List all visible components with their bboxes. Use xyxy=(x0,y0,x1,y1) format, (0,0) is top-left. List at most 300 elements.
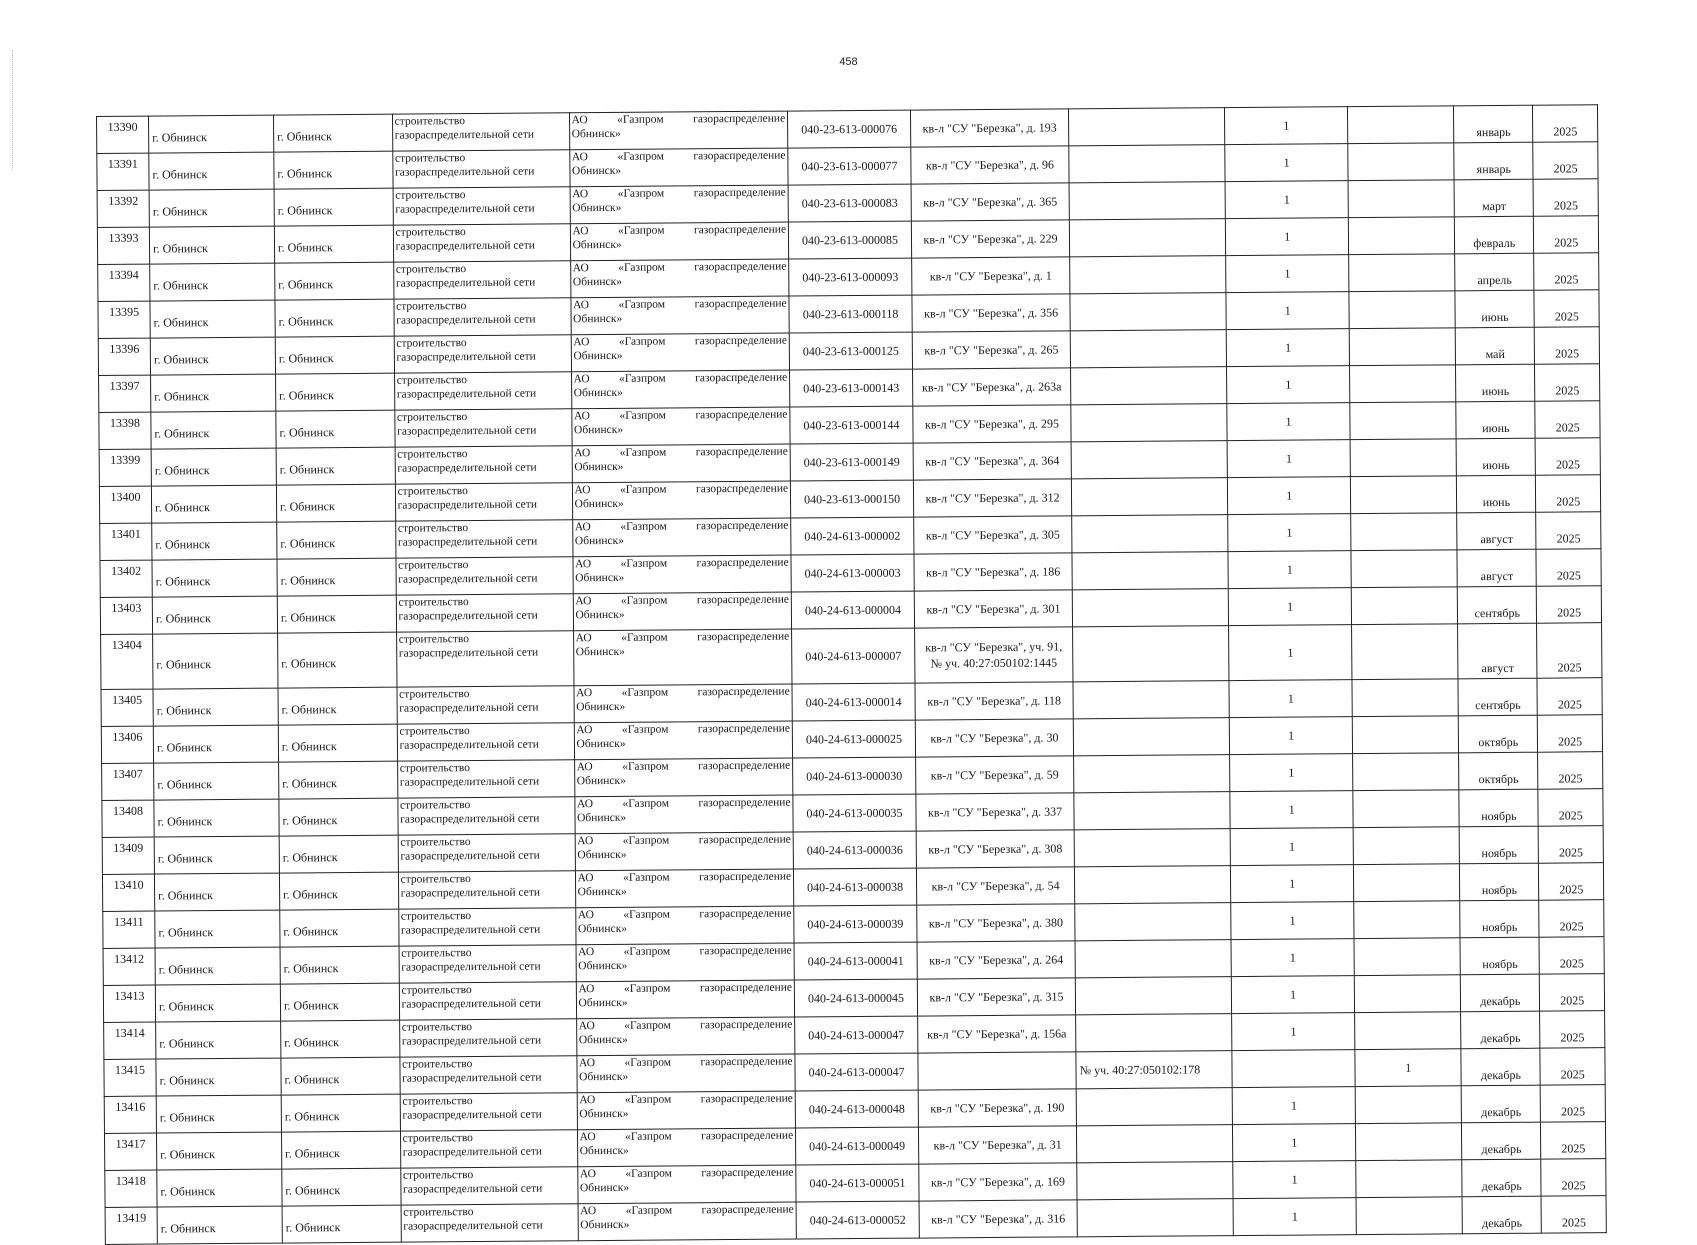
cell-settlement: г. Обнинск xyxy=(152,596,277,634)
work-line-2: газораспределительной сети xyxy=(402,1071,542,1085)
work-line-1: строительство xyxy=(396,300,467,313)
org-word-gazprom: «Газпром xyxy=(624,1093,672,1106)
work-line-1: строительство xyxy=(400,836,471,849)
org-word-gazprom: «Газпром xyxy=(624,1056,672,1069)
cell-work-type xyxy=(394,335,571,373)
cell-work-type xyxy=(397,686,574,724)
org-word-ao: АО xyxy=(576,687,593,700)
cell-organization xyxy=(576,1017,795,1056)
cell-count-2 xyxy=(1348,217,1454,255)
work-line-2: газораспределительной сети xyxy=(399,701,539,715)
org-word-gazprom: «Газпром xyxy=(619,483,667,496)
org-word-gazoraspredelenie: газораспределение xyxy=(696,556,789,570)
cell-count: 1 xyxy=(1230,828,1353,866)
org-line-2: Обнинск» xyxy=(579,1070,629,1084)
cell-year: 2025 xyxy=(1533,105,1598,143)
cell-year: 2025 xyxy=(1539,863,1604,901)
org-word-gazoraspredelenie: газораспределение xyxy=(696,593,789,607)
org-line-1 xyxy=(580,1166,794,1182)
org-word-gazoraspredelenie: газораспределение xyxy=(693,186,786,200)
cell-object-code: 040-24-613-000007 xyxy=(792,628,915,684)
cell-count xyxy=(1232,1050,1355,1088)
cell-cadastral xyxy=(1071,441,1227,479)
cell-count-2 xyxy=(1351,513,1457,551)
cell-object-code: 040-24-613-000035 xyxy=(793,794,916,832)
cell-address xyxy=(914,627,1073,683)
work-line-2: газораспределительной сети xyxy=(402,1182,543,1196)
cell-count: 1 xyxy=(1226,292,1349,330)
cell-number: 13396 xyxy=(98,338,150,375)
cell-city: г. Обнинск xyxy=(280,983,399,1021)
org-word-gazoraspredelenie: газораспределение xyxy=(699,907,792,921)
cell-work-type xyxy=(397,723,574,761)
cell-organization xyxy=(571,370,790,409)
org-word-gazoraspredelenie: газораспределение xyxy=(695,371,788,385)
work-line-1: строительство xyxy=(398,559,469,572)
cell-organization xyxy=(577,1165,796,1204)
work-line-1: строительство xyxy=(398,633,470,646)
cell-city: г. Обнинск xyxy=(273,114,392,152)
cell-number: 13414 xyxy=(104,1022,156,1059)
org-line-1 xyxy=(573,297,787,313)
org-word-gazprom: «Газпром xyxy=(617,187,665,200)
org-word-ao: АО xyxy=(579,1168,596,1181)
cell-count-2 xyxy=(1352,624,1459,680)
cell-year: 2025 xyxy=(1539,900,1604,938)
work-line-2: газораспределительной сети xyxy=(396,313,536,327)
org-line-2: Обнинск» xyxy=(576,737,626,751)
cell-count: 1 xyxy=(1228,514,1351,552)
cell-month: февраль xyxy=(1455,216,1534,254)
cell-number: 13397 xyxy=(99,375,151,412)
org-word-gazprom: «Газпром xyxy=(623,871,670,884)
cell-year: 2025 xyxy=(1538,789,1603,827)
scan-edge-mark xyxy=(12,50,14,170)
cell-work-type xyxy=(394,298,571,336)
cell-number: 13419 xyxy=(105,1207,157,1244)
cell-city: г. Обнинск xyxy=(278,687,397,725)
org-word-ao: АО xyxy=(576,798,594,811)
cell-object-code: 040-23-613-000150 xyxy=(791,480,914,518)
cell-number: 13418 xyxy=(105,1170,157,1207)
cell-cadastral xyxy=(1073,626,1230,682)
org-word-ao: АО xyxy=(579,1094,596,1107)
cell-settlement: г. Обнинск xyxy=(150,263,275,301)
org-word-gazoraspredelenie: газораспределение xyxy=(701,1203,794,1217)
work-line-2: газораспределительной сети xyxy=(395,239,535,253)
cell-year: 2025 xyxy=(1535,364,1600,402)
cell-year: 2025 xyxy=(1533,142,1598,180)
cell-work-type xyxy=(397,760,574,798)
org-line-2: Обнинск» xyxy=(576,700,626,714)
work-line-1: строительство xyxy=(399,762,471,775)
cell-count: 1 xyxy=(1229,680,1352,718)
cell-cadastral xyxy=(1073,681,1229,719)
cell-address: кв-л "СУ "Березка", д. 380 xyxy=(917,904,1076,942)
cell-object-code: 040-23-613-000077 xyxy=(788,147,911,185)
cell-cadastral xyxy=(1075,903,1231,941)
page-number: 458 xyxy=(839,56,858,68)
org-line-2: Обнинск» xyxy=(579,1144,629,1158)
org-word-gazoraspredelenie: газораспределение xyxy=(699,981,793,995)
cell-count-2 xyxy=(1356,1160,1462,1198)
cell-year: 2025 xyxy=(1534,216,1599,254)
cell-organization xyxy=(570,222,789,261)
cell-address: кв-л "СУ "Березка", д. 54 xyxy=(916,867,1075,905)
cell-city: г. Обнинск xyxy=(276,410,395,448)
org-line-2: Обнинск» xyxy=(574,497,624,511)
cell-settlement: г. Обнинск xyxy=(149,189,274,227)
org-line-2: Обнинск» xyxy=(574,534,625,548)
cell-work-type xyxy=(399,1056,576,1094)
cell-work-type xyxy=(392,113,569,151)
cell-settlement: г. Обнинск xyxy=(157,1169,282,1207)
cell-number: 13407 xyxy=(102,763,154,800)
cell-settlement: г. Обнинск xyxy=(156,1021,281,1059)
org-word-gazoraspredelenie: газораспределение xyxy=(701,1129,794,1143)
cell-city: г. Обнинск xyxy=(275,373,394,411)
cell-month: октябрь xyxy=(1459,715,1538,753)
cell-year: 2025 xyxy=(1541,1159,1606,1197)
work-line-2: газораспределительной сети xyxy=(397,535,538,549)
cell-month: ноябрь xyxy=(1460,900,1539,938)
cell-city: г. Обнинск xyxy=(277,595,396,633)
org-word-ao: АО xyxy=(573,336,590,349)
work-line-1: строительство xyxy=(401,1021,473,1034)
org-word-gazprom: «Газпром xyxy=(617,224,665,237)
org-word-gazoraspredelenie: газораспределение xyxy=(696,519,789,533)
cell-work-type xyxy=(400,1093,577,1131)
org-word-gazoraspredelenie: газораспределение xyxy=(698,833,791,847)
cell-city: г. Обнинск xyxy=(278,724,397,762)
org-word-gazoraspredelenie: газораспределение xyxy=(700,1092,793,1106)
cell-organization xyxy=(578,1202,797,1241)
org-line-2: Обнинск» xyxy=(576,774,626,788)
cell-address: кв-л "СУ "Березка", д. 169 xyxy=(919,1163,1078,1201)
cell-organization xyxy=(576,943,795,982)
cell-object-code: 040-23-613-000125 xyxy=(789,332,912,370)
org-line-2: Обнинск» xyxy=(575,645,625,659)
org-word-gazprom: «Газпром xyxy=(625,1167,672,1180)
org-word-ao: АО xyxy=(578,946,595,959)
cell-year: 2025 xyxy=(1537,623,1602,679)
org-line-2: Обнинск» xyxy=(575,571,625,585)
cell-count-2 xyxy=(1356,1197,1462,1235)
cell-count-2: 1 xyxy=(1355,1049,1461,1087)
document-table-wrapper xyxy=(96,104,1607,1245)
cell-cadastral xyxy=(1069,182,1225,220)
cell-object-code: 040-24-613-000051 xyxy=(796,1164,919,1202)
org-word-ao: АО xyxy=(573,299,590,312)
org-word-gazprom: «Газпром xyxy=(617,150,664,163)
cell-settlement: г. Обнинск xyxy=(157,1132,282,1170)
cell-object-code: 040-24-613-000002 xyxy=(791,517,914,555)
cell-object-code: 040-23-613-000118 xyxy=(789,295,912,333)
cell-cadastral xyxy=(1074,755,1230,793)
cell-object-code: 040-24-613-000039 xyxy=(794,905,917,943)
cell-object-code: 040-24-613-000014 xyxy=(792,683,915,721)
address-line-2: № уч. 40:27:050102:1445 xyxy=(930,655,1058,671)
cell-organization xyxy=(573,555,792,594)
cell-count-2 xyxy=(1350,402,1456,440)
cell-object-code: 040-24-613-000052 xyxy=(796,1201,919,1239)
cell-month: январь xyxy=(1454,142,1533,180)
cell-organization xyxy=(573,592,792,631)
org-word-gazprom: «Газпром xyxy=(622,797,670,810)
cell-cadastral xyxy=(1076,1088,1232,1126)
org-word-gazprom: «Газпром xyxy=(618,261,665,274)
cell-work-type xyxy=(397,797,574,835)
org-word-gazoraspredelenie: газораспределение xyxy=(694,260,787,274)
cell-object-code: 040-24-613-000036 xyxy=(793,831,916,869)
cell-month: ноябрь xyxy=(1459,826,1538,864)
work-line-2: газораспределительной сети xyxy=(400,886,541,900)
cell-settlement: г. Обнинск xyxy=(156,1095,281,1133)
cell-organization xyxy=(574,758,793,797)
org-line-1 xyxy=(578,981,792,997)
cell-month: июнь xyxy=(1456,438,1535,476)
cell-number: 13405 xyxy=(101,689,153,726)
work-line-1: строительство xyxy=(401,947,472,960)
org-word-gazoraspredelenie: газораспределение xyxy=(693,112,786,126)
cell-number: 13390 xyxy=(97,116,149,153)
org-word-gazprom: «Газпром xyxy=(618,298,666,311)
cell-settlement: г. Обнинск xyxy=(149,152,274,190)
cell-number: 13409 xyxy=(102,837,154,874)
cell-organization xyxy=(572,518,791,557)
org-line-1 xyxy=(580,1129,794,1145)
cell-settlement: г. Обнинск xyxy=(150,300,275,338)
cell-year: 2025 xyxy=(1536,549,1601,587)
cell-month: апрель xyxy=(1455,253,1534,291)
cell-work-type xyxy=(399,1019,576,1057)
cell-address: кв-л "СУ "Березка", д. 365 xyxy=(911,183,1070,221)
cell-month: ноябрь xyxy=(1459,789,1538,827)
work-line-1: строительство xyxy=(397,485,468,498)
org-line-1 xyxy=(574,445,788,461)
cell-city: г. Обнинск xyxy=(281,1094,400,1132)
org-word-ao: АО xyxy=(576,724,593,737)
org-line-1 xyxy=(576,685,790,701)
cell-year: 2025 xyxy=(1533,179,1598,217)
cell-settlement: г. Обнинск xyxy=(154,762,279,800)
cell-city: г. Обнинск xyxy=(281,1131,400,1169)
cell-city: г. Обнинск xyxy=(280,946,399,984)
cell-work-type xyxy=(393,261,570,299)
cell-number: 13394 xyxy=(98,264,150,301)
cell-settlement: г. Обнинск xyxy=(154,836,279,874)
cell-work-type xyxy=(396,631,573,687)
cell-count: 1 xyxy=(1233,1124,1356,1162)
cell-cadastral xyxy=(1070,293,1226,331)
cell-work-type xyxy=(395,520,572,558)
cell-year: 2025 xyxy=(1540,974,1605,1012)
cell-settlement: г. Обнинск xyxy=(153,633,278,689)
org-word-ao: АО xyxy=(577,909,594,922)
cell-object-code: 040-24-613-000038 xyxy=(794,868,917,906)
cell-work-type xyxy=(400,1130,577,1168)
work-line-2: газораспределительной сети xyxy=(397,498,538,512)
org-line-1 xyxy=(573,334,787,350)
cell-address: кв-л "СУ "Березка", д. 30 xyxy=(915,719,1074,757)
org-word-gazoraspredelenie: газораспределение xyxy=(701,1166,794,1180)
work-line-2: газораспределительной сети xyxy=(395,276,536,290)
cell-address: кв-л "СУ "Березка", д. 263а xyxy=(912,368,1071,406)
cell-cadastral xyxy=(1070,256,1226,294)
work-line-2: газораспределительной сети xyxy=(398,609,538,623)
org-word-gazoraspredelenie: газораспределение xyxy=(693,149,786,163)
org-line-1 xyxy=(580,1203,794,1219)
work-line-2: газораспределительной сети xyxy=(397,461,537,475)
cell-settlement: г. Обнинск xyxy=(152,522,277,560)
cell-year: 2025 xyxy=(1540,1011,1605,1049)
cell-settlement: г. Обнинск xyxy=(153,725,278,763)
cell-count: 1 xyxy=(1226,218,1349,256)
org-line-2: Обнинск» xyxy=(573,312,623,326)
org-word-ao: АО xyxy=(578,1020,595,1033)
cell-object-code: 040-24-613-000048 xyxy=(795,1090,918,1128)
work-line-1: строительство xyxy=(399,725,470,738)
cell-count-2 xyxy=(1354,901,1460,939)
work-line-1: строительство xyxy=(400,873,471,886)
cell-count: 1 xyxy=(1225,181,1348,219)
org-word-ao: АО xyxy=(571,151,588,164)
org-word-ao: АО xyxy=(575,595,592,608)
cell-organization xyxy=(572,444,791,483)
org-word-ao: АО xyxy=(574,521,591,534)
cell-count: 1 xyxy=(1231,939,1354,977)
cell-count: 1 xyxy=(1230,754,1353,792)
cell-month: май xyxy=(1455,327,1534,365)
org-word-gazprom: «Газпром xyxy=(625,1130,672,1143)
cell-number: 13398 xyxy=(99,412,151,449)
work-line-1: строительство xyxy=(395,263,467,276)
work-line-2: газораспределительной сети xyxy=(400,923,541,937)
work-line-1: строительство xyxy=(399,688,470,701)
cell-object-code: 040-23-613-000093 xyxy=(789,258,912,296)
org-word-gazoraspredelenie: газораспределение xyxy=(695,482,789,496)
cell-month: август xyxy=(1457,549,1536,587)
cell-cadastral xyxy=(1071,404,1227,442)
work-line-1: строительство xyxy=(402,1058,473,1071)
cell-count-2 xyxy=(1353,827,1459,865)
cell-organization xyxy=(570,259,789,298)
cell-address: кв-л "СУ "Березка", д. 308 xyxy=(916,830,1075,868)
org-line-1 xyxy=(574,371,788,387)
cell-object-code: 040-24-613-000047 xyxy=(795,1053,918,1091)
cell-organization xyxy=(569,111,788,150)
cell-count: 1 xyxy=(1227,366,1350,404)
cell-cadastral xyxy=(1072,515,1228,553)
cell-count: 1 xyxy=(1228,551,1351,589)
cell-month: июнь xyxy=(1456,401,1535,439)
org-word-ao: АО xyxy=(577,872,594,885)
org-line-1 xyxy=(579,1018,793,1034)
cell-year: 2025 xyxy=(1538,826,1603,864)
cell-year: 2025 xyxy=(1538,752,1603,790)
work-line-1: строительство xyxy=(398,596,469,609)
work-line-2: газораспределительной сети xyxy=(401,1034,542,1048)
org-word-ao: АО xyxy=(578,1057,596,1070)
cell-city: г. Обнинск xyxy=(275,262,394,300)
cell-year: 2025 xyxy=(1535,401,1600,439)
org-line-2: Обнинск» xyxy=(578,959,628,973)
cell-count: 1 xyxy=(1232,1087,1355,1125)
cell-address: кв-л "СУ "Березка", д. 265 xyxy=(912,331,1071,369)
cell-address: кв-л "СУ "Березка", д. 59 xyxy=(915,756,1074,794)
cell-number: 13399 xyxy=(99,449,151,486)
cell-count-2 xyxy=(1354,938,1460,976)
cell-address: кв-л "СУ "Березка", д. 118 xyxy=(915,682,1074,720)
cell-month: сентябрь xyxy=(1458,678,1537,716)
cell-count: 1 xyxy=(1225,107,1348,145)
cell-month: декабрь xyxy=(1462,1196,1541,1234)
cell-work-type xyxy=(393,187,570,225)
org-line-1 xyxy=(578,944,792,960)
org-word-gazprom: «Газпром xyxy=(619,446,667,459)
work-line-1: строительство xyxy=(402,1169,474,1182)
cell-work-type xyxy=(398,834,575,872)
org-line-2: Обнинск» xyxy=(572,275,622,289)
org-word-ao: АО xyxy=(575,558,592,571)
cell-month: декабрь xyxy=(1461,974,1540,1012)
cell-city: г. Обнинск xyxy=(279,761,398,799)
cell-number: 13404 xyxy=(101,634,153,689)
cell-count-2 xyxy=(1355,1086,1461,1124)
org-word-gazoraspredelenie: газораспределение xyxy=(697,722,791,736)
org-line-1 xyxy=(577,759,791,775)
cell-month: декабрь xyxy=(1462,1122,1541,1160)
org-word-gazprom: «Газпром xyxy=(618,335,666,348)
cell-organization xyxy=(574,795,793,834)
org-line-2: Обнинск» xyxy=(577,848,627,862)
cell-number: 13402 xyxy=(100,560,152,597)
org-line-1 xyxy=(579,1092,793,1108)
org-word-gazoraspredelenie: газораспределение xyxy=(698,759,791,773)
cell-count: 1 xyxy=(1231,902,1354,940)
work-line-1: строительство xyxy=(397,448,468,461)
org-line-1 xyxy=(577,833,791,849)
org-line-1 xyxy=(575,593,789,609)
cell-year: 2025 xyxy=(1534,253,1599,291)
cell-address: кв-л "СУ "Березка", д. 193 xyxy=(910,109,1069,147)
cell-cadastral xyxy=(1069,145,1225,183)
cell-count-2 xyxy=(1350,476,1456,514)
org-word-gazoraspredelenie: газораспределение xyxy=(693,223,787,237)
work-line-2: газораспределительной сети xyxy=(397,424,537,438)
cell-count: 1 xyxy=(1229,588,1352,626)
cell-cadastral xyxy=(1077,1162,1233,1200)
cell-work-type xyxy=(392,150,569,188)
org-word-gazoraspredelenie: газораспределение xyxy=(697,685,790,699)
cell-settlement: г. Обнинск xyxy=(154,873,279,911)
cell-address: кв-л "СУ "Березка", д. 305 xyxy=(914,516,1073,554)
cell-settlement: г. Обнинск xyxy=(151,485,276,523)
cell-year: 2025 xyxy=(1537,586,1602,624)
cell-organization xyxy=(574,684,793,723)
org-word-gazoraspredelenie: газораспределение xyxy=(699,944,792,958)
cell-settlement: г. Обнинск xyxy=(155,910,280,948)
work-line-2: газораспределительной сети xyxy=(394,128,535,142)
org-line-2: Обнинск» xyxy=(579,1107,629,1121)
cell-object-code: 040-23-613-000143 xyxy=(790,369,913,407)
work-line-1: строительство xyxy=(394,115,465,128)
cell-work-type xyxy=(396,594,573,632)
work-line-2: газораспределительной сети xyxy=(401,997,541,1011)
cell-work-type xyxy=(399,982,576,1020)
cell-address: кв-л "СУ "Березка", д. 229 xyxy=(911,220,1070,258)
cell-number: 13412 xyxy=(103,948,155,985)
